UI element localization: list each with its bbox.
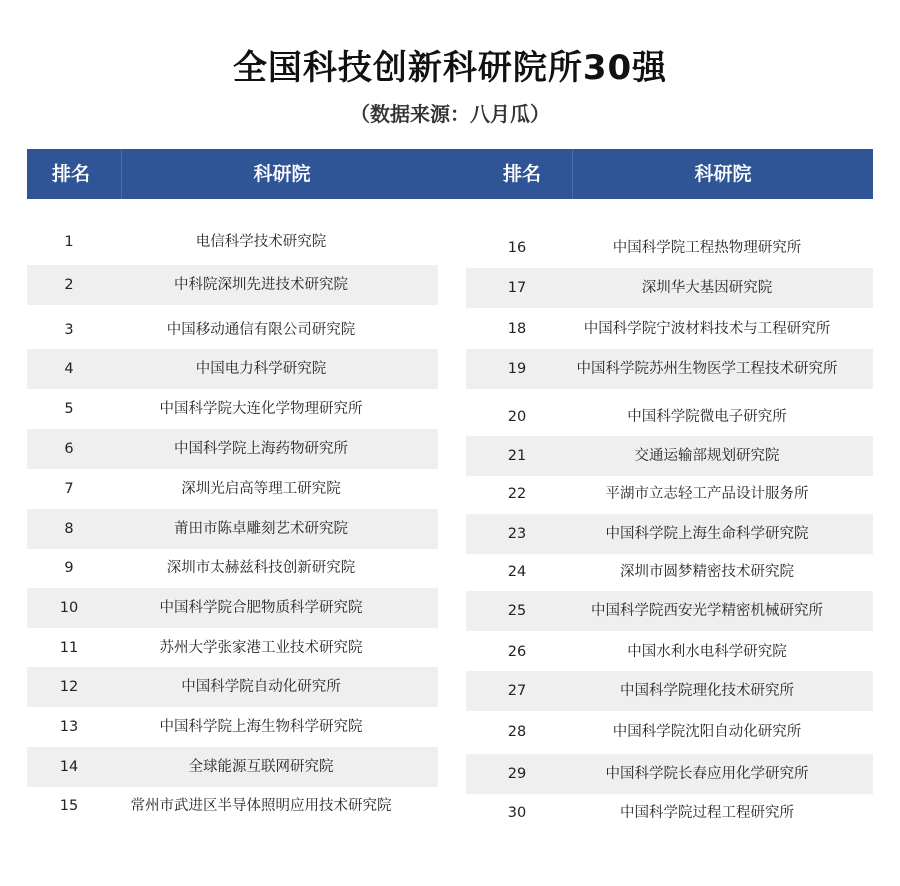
- table-row: [27, 548, 438, 588]
- institute-cell: 交通运输部规划研究院: [634, 448, 780, 464]
- institute-cell: 中国科学院工程热物理研究所: [612, 240, 802, 256]
- institute-cell: 中国科学院长春应用化学研究所: [605, 766, 809, 782]
- institute-cell: 中国科学院大连化学物理研究所: [159, 401, 363, 417]
- institute-cell: 中国水利水电科学研究院: [627, 644, 787, 660]
- table-header: [27, 149, 873, 199]
- institute-cell: 全球能源互联网研究院: [188, 759, 334, 775]
- rank-cell: 9: [64, 560, 74, 576]
- table-row: [27, 509, 438, 549]
- institute-cell: 中国科学院沈阳自动化研究所: [612, 724, 802, 740]
- table-row: [466, 754, 873, 794]
- institute-cell: 中国科学院合肥物质科学研究院: [159, 600, 363, 616]
- rank-cell: 7: [64, 481, 74, 497]
- institute-cell: 中国科学院西安光学精密机械研究所: [591, 603, 823, 619]
- rank-cell: 24: [507, 564, 527, 580]
- rank-cell: 26: [507, 644, 527, 660]
- institute-cell: 深圳华大基因研究院: [641, 280, 773, 296]
- table-row: [466, 436, 873, 476]
- table-row: [466, 793, 873, 833]
- page-title: 全国科技创新科研院所30强: [232, 48, 668, 88]
- table-row: [27, 667, 438, 707]
- table-row: [466, 671, 873, 711]
- rank-cell: 16: [507, 240, 527, 256]
- institute-cell: 莆田市陈卓雕刻艺术研究院: [174, 521, 348, 537]
- institute-cell: 常州市武进区半导体照明应用技术研究院: [130, 798, 392, 814]
- rank-cell: 14: [59, 759, 79, 775]
- table-row: [466, 632, 873, 672]
- table-row: [27, 429, 438, 469]
- rank-cell: 17: [507, 280, 527, 296]
- table-row: [27, 786, 438, 826]
- institute-cell: 中国科学院宁波材料技术与工程研究所: [583, 321, 831, 337]
- header-rank-left: 排名: [51, 163, 90, 185]
- rank-cell: 13: [59, 719, 79, 735]
- rank-cell: 3: [64, 322, 74, 338]
- table-row: [466, 712, 873, 752]
- page-subtitle: （数据来源：八月瓜）: [350, 102, 550, 126]
- table-row: [466, 514, 873, 554]
- rank-cell: 22: [507, 486, 527, 502]
- table-row: [466, 591, 873, 631]
- rank-cell: 27: [507, 683, 527, 699]
- table-row: [466, 228, 873, 268]
- institute-cell: 苏州大学张家港工业技术研究院: [159, 640, 363, 656]
- rank-cell: 6: [64, 441, 74, 457]
- rank-cell: 21: [507, 448, 527, 464]
- institute-cell: 深圳光启高等理工研究院: [181, 481, 341, 497]
- table-row: [27, 222, 438, 262]
- institute-cell: 中国科学院上海生物科学研究院: [159, 719, 363, 735]
- institute-cell: 中科院深圳先进技术研究院: [174, 277, 348, 293]
- header-rank-right: 排名: [502, 163, 541, 185]
- rank-cell: 4: [64, 361, 74, 377]
- institute-cell: 深圳市太赫兹科技创新研究院: [166, 560, 356, 576]
- table-row: [27, 349, 438, 389]
- rank-cell: 30: [507, 805, 527, 821]
- institute-cell: 中国科学院自动化研究所: [181, 679, 341, 695]
- table-row: [27, 310, 438, 350]
- institute-cell: 中国科学院理化技术研究所: [620, 683, 794, 699]
- institute-cell: 中国科学院苏州生物医学工程技术研究所: [576, 361, 838, 377]
- rank-cell: 25: [507, 603, 527, 619]
- institute-cell: 中国科学院上海生命科学研究院: [605, 526, 809, 542]
- table-row: [27, 628, 438, 668]
- rank-cell: 15: [59, 798, 79, 814]
- table-row: [27, 469, 438, 509]
- institute-cell: 中国科学院上海药物研究所: [174, 441, 348, 457]
- rank-cell: 28: [507, 724, 527, 740]
- rank-cell: 8: [64, 521, 74, 537]
- rank-cell: 1: [64, 234, 74, 250]
- table-row: [466, 268, 873, 308]
- institute-cell: 中国科学院过程工程研究所: [620, 805, 794, 821]
- table-row: [466, 474, 873, 514]
- header-institute-left: 科研院: [253, 163, 311, 185]
- table-row: [27, 588, 438, 628]
- table-row: [27, 707, 438, 747]
- table-row: [27, 265, 438, 305]
- table-row: [466, 309, 873, 349]
- rank-cell: 19: [507, 361, 527, 377]
- table-row: [466, 349, 873, 389]
- rank-cell: 11: [59, 640, 79, 656]
- rank-cell: 12: [59, 679, 79, 695]
- table-row: [27, 389, 438, 429]
- rank-cell: 20: [507, 409, 527, 425]
- rank-cell: 18: [507, 321, 527, 337]
- table-row: [27, 747, 438, 787]
- institute-cell: 中国移动通信有限公司研究院: [166, 322, 356, 338]
- table-row: [466, 397, 873, 437]
- institute-cell: 电信科学技术研究院: [195, 234, 327, 250]
- header-institute-right: 科研院: [694, 163, 752, 185]
- institute-cell: 中国电力科学研究院: [195, 361, 327, 377]
- institute-cell: 中国科学院微电子研究所: [627, 409, 787, 425]
- institute-cell: 深圳市圆梦精密技术研究院: [620, 564, 794, 580]
- rank-cell: 2: [64, 277, 74, 293]
- table-row: [466, 552, 873, 592]
- rank-cell: 23: [507, 526, 527, 542]
- rank-cell: 5: [64, 401, 74, 417]
- rank-cell: 29: [507, 766, 527, 782]
- rank-cell: 10: [59, 600, 79, 616]
- institute-cell: 平湖市立志轻工产品设计服务所: [605, 486, 809, 502]
